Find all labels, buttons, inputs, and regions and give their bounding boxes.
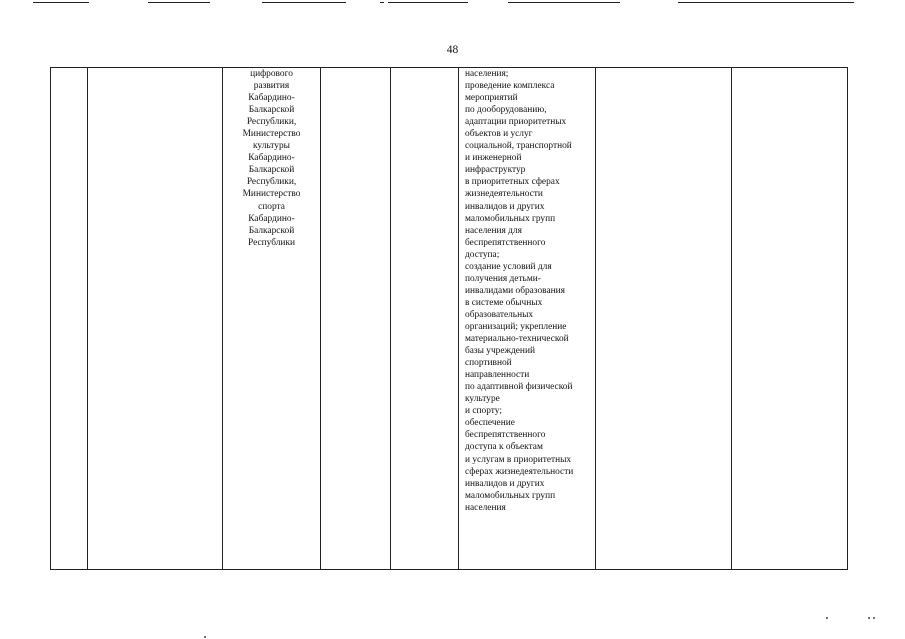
measures-text-line: населения для xyxy=(465,225,522,236)
responsible-text-line: Министерство xyxy=(242,189,301,200)
top-rule-7 xyxy=(678,2,854,3)
top-rule-4 xyxy=(380,2,384,3)
measures-text-line: культуре xyxy=(465,394,500,405)
measures-text-line: инвалидами образования xyxy=(465,285,565,296)
measures-text-line: создание условий для xyxy=(465,261,552,272)
measures-text-line: инфраструктур xyxy=(465,165,526,176)
responsible-text-line: Балкарской xyxy=(248,225,295,236)
responsible-text-line: цифрового xyxy=(250,69,293,79)
measures-text-line: и услугам в приоритетных xyxy=(465,454,572,465)
responsible-text-line: Кабардино- xyxy=(248,153,295,164)
measures-text-line: беспрепятственного xyxy=(465,237,546,248)
cell-indicator xyxy=(732,68,848,570)
measures-text-line: беспрепятственного xyxy=(465,430,546,441)
measures-text-line: в системе обычных xyxy=(465,297,543,308)
responsible-text-line: Республики xyxy=(247,237,296,248)
measures-text-line: и спорту; xyxy=(465,406,502,417)
cell-measures xyxy=(459,68,596,570)
measures-text-line: организаций; укрепление xyxy=(465,321,567,332)
scan-artifact xyxy=(868,617,870,619)
responsible-text-line: Балкарской xyxy=(248,105,295,116)
cell-program-name xyxy=(88,68,223,570)
measures-text-line: получения детьми- xyxy=(465,273,541,284)
measures-text-line: социальной, транспортной xyxy=(465,141,572,152)
responsible-text-line: развития xyxy=(253,81,290,92)
measures-text-line: инвалидов и других xyxy=(465,478,545,489)
measures-text-line: по дооборудованию, xyxy=(465,105,547,116)
cell-end-date xyxy=(391,68,459,570)
responsible-text-line: Республики, xyxy=(246,117,297,128)
table-row xyxy=(51,68,848,570)
measures-text-line: и инженерной xyxy=(465,153,522,164)
measures-text-line: объектов и услуг xyxy=(465,129,533,140)
measures-text-line: доступа; xyxy=(465,249,500,260)
responsible-text-line: Кабардино- xyxy=(248,213,295,224)
responsible-text-line: Балкарской xyxy=(248,165,295,176)
measures-text-line: сферах жизнедеятельности xyxy=(465,466,574,477)
cell-responsible-executor xyxy=(223,68,321,570)
responsible-text-line: спорта xyxy=(258,201,285,212)
measures-text-line: населения xyxy=(465,502,506,513)
responsible-text-line: Кабардино- xyxy=(248,93,295,104)
scan-artifact xyxy=(826,617,828,619)
page-number: 48 xyxy=(446,44,459,56)
measures-text-line: базы учреждений xyxy=(465,346,535,357)
measures-text-line: обеспечение xyxy=(465,418,515,429)
measures-text-line: жизнедеятельности xyxy=(465,189,543,200)
measures-text-line: населения; xyxy=(465,69,509,79)
top-rule-3 xyxy=(262,2,346,3)
measures-text-line: инвалидов и других xyxy=(465,201,545,212)
cell-start-date xyxy=(321,68,391,570)
measures-text-line: маломобильных групп xyxy=(465,490,556,501)
measures-text-line: мероприятий xyxy=(465,93,518,104)
scan-artifact xyxy=(873,617,875,619)
cell-number xyxy=(51,68,88,570)
measures-text-line: адаптации приоритетных xyxy=(465,117,567,128)
responsible-text-line: культуры xyxy=(253,141,290,152)
top-rule-6 xyxy=(508,2,620,3)
measures-text-line: спортивной xyxy=(465,358,512,369)
measures-text-line: проведение комплекса xyxy=(465,81,555,92)
scan-artifact xyxy=(204,636,206,638)
responsible-text-line: Республики, xyxy=(246,177,297,188)
measures-text-line: образовательных xyxy=(465,309,534,320)
measures-text-line: доступа к объектам xyxy=(465,442,543,453)
top-rule-1 xyxy=(33,2,89,3)
measures-text-line: по адаптивной физической xyxy=(465,382,573,393)
measures-text-line: направленности xyxy=(465,370,530,381)
top-rule-5 xyxy=(388,2,468,3)
top-rule-2 xyxy=(148,2,210,3)
measures-text-line: в приоритетных сферах xyxy=(465,177,560,188)
document-table xyxy=(50,67,848,570)
cell-expected-result xyxy=(596,68,732,570)
measures-text-line: материально-технической xyxy=(465,334,569,345)
responsible-text-line: Министерство xyxy=(242,129,301,140)
measures-text-line: маломобильных групп xyxy=(465,213,556,224)
